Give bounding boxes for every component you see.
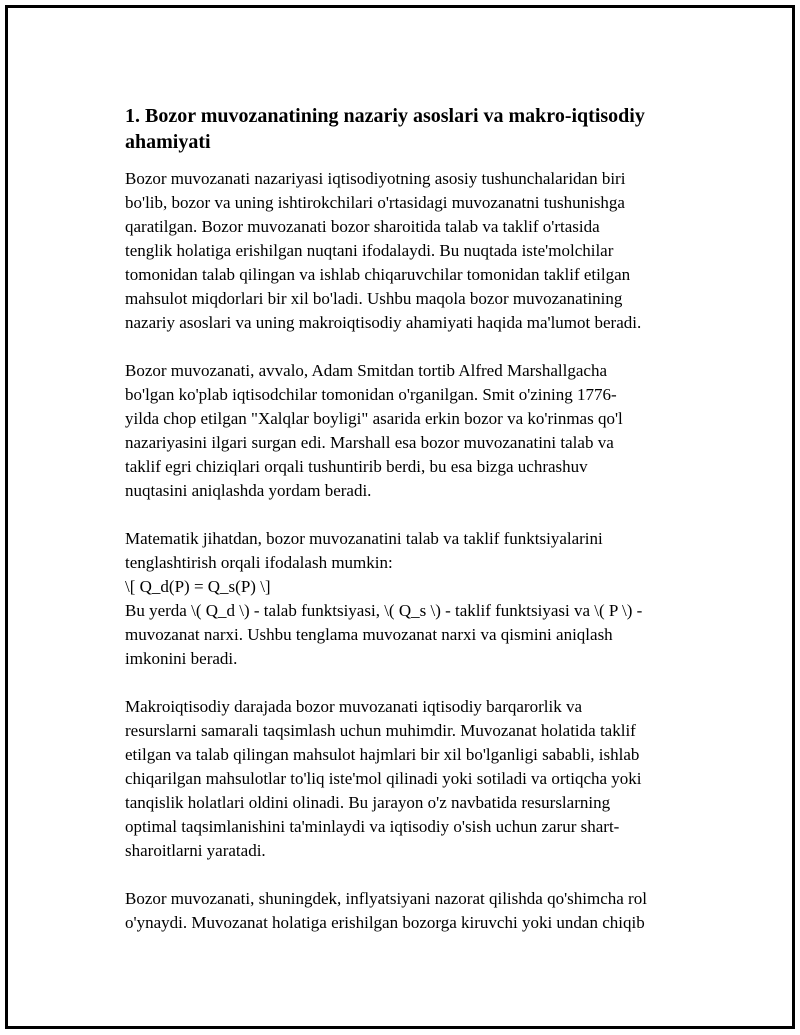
- page-frame: [5, 5, 795, 1029]
- paragraph-4: Makroiqtisodiy darajada bozor muvozanati iqtisodiy barqarorlik va resurslarni samarali taqsimlash uchun muhimdir. Muvozanat holatida taklif etilgan va talab qilingan mahsulot hajmlari bir xil bo'lganligi sababli, ishlab chiqarilgan mahsulotlar to'liq iste'mol qilinadi yoki sotiladi va ortiqcha yoki tanqislik holatlari oldini olinadi. Bu jarayon o'z navbatida resurslarning optimal taqsimlanishini ta'minlaydi va iqtisodiy o'sish uchun zarur shart- sharoitlarni yaratadi.: [125, 697, 642, 860]
- paragraph-3: Matematik jihatdan, bozor muvozanatini talab va taklif funktsiyalarini tenglashtirish orqali ifodalash mumkin: \[ Q_d(P) = Q_s(P) \] Bu yerda \( Q_d \) - talab funktsiyasi, \( Q_s \) - taklif funktsiyasi va \( P \) - muvozanat narxi. Ushbu tenglama muvozanat narxi va qismini aniqlash imkonini beradi.: [125, 529, 643, 668]
- paragraph-5: Bozor muvozanati, shuningdek, inflyatsiyani nazorat qilishda qo'shimcha rol o'ynaydi. Muvozanat holatiga erishilgan bozorga kiruvchi yoki undan chiqib: [125, 889, 647, 932]
- paragraph-1: Bozor muvozanati nazariyasi iqtisodiyotning asosiy tushunchalaridan biri bo'lib, bozor va uning ishtirokchilari o'rtasidagi muvozanatni tushunishga qaratilgan. Bozor muvozanati bozor sharoitida talab va taklif o'rtasida tenglik holatiga erishilgan nuqtani ifodalaydi. Bu nuqtada iste'molchilar tomonidan talab qilingan va ishlab chiqaruvchilar tomonidan taklif etilgan mahsulot miqdorlari bir xil bo'ladi. Ushbu maqola bozor muvozanatining nazariy asoslari va uning makroiqtisodiy ahamiyati haqida ma'lumot beradi.: [125, 169, 642, 332]
- document-body: [125, 103, 695, 935]
- section-heading: 1. Bozor muvozanatining nazariy asoslari va makro-iqtisodiy ahamiyati: [125, 105, 645, 153]
- paragraph-2: Bozor muvozanati, avvalo, Adam Smitdan tortib Alfred Marshallgacha bo'lgan ko'plab iqtisodchilar tomonidan o'rganilgan. Smit o'zining 1776- yilda chop etilgan "Xalqlar boyligi" asarida erkin bozor va ko'rinmas qo'l nazariyasini ilgari surgan edi. Marshall esa bozor muvozanatini talab va taklif egri chiziqlari orqali tushuntirib berdi, bu esa bizga uchrashuv nuqtasini aniqlashda yordam beradi.: [125, 361, 623, 500]
